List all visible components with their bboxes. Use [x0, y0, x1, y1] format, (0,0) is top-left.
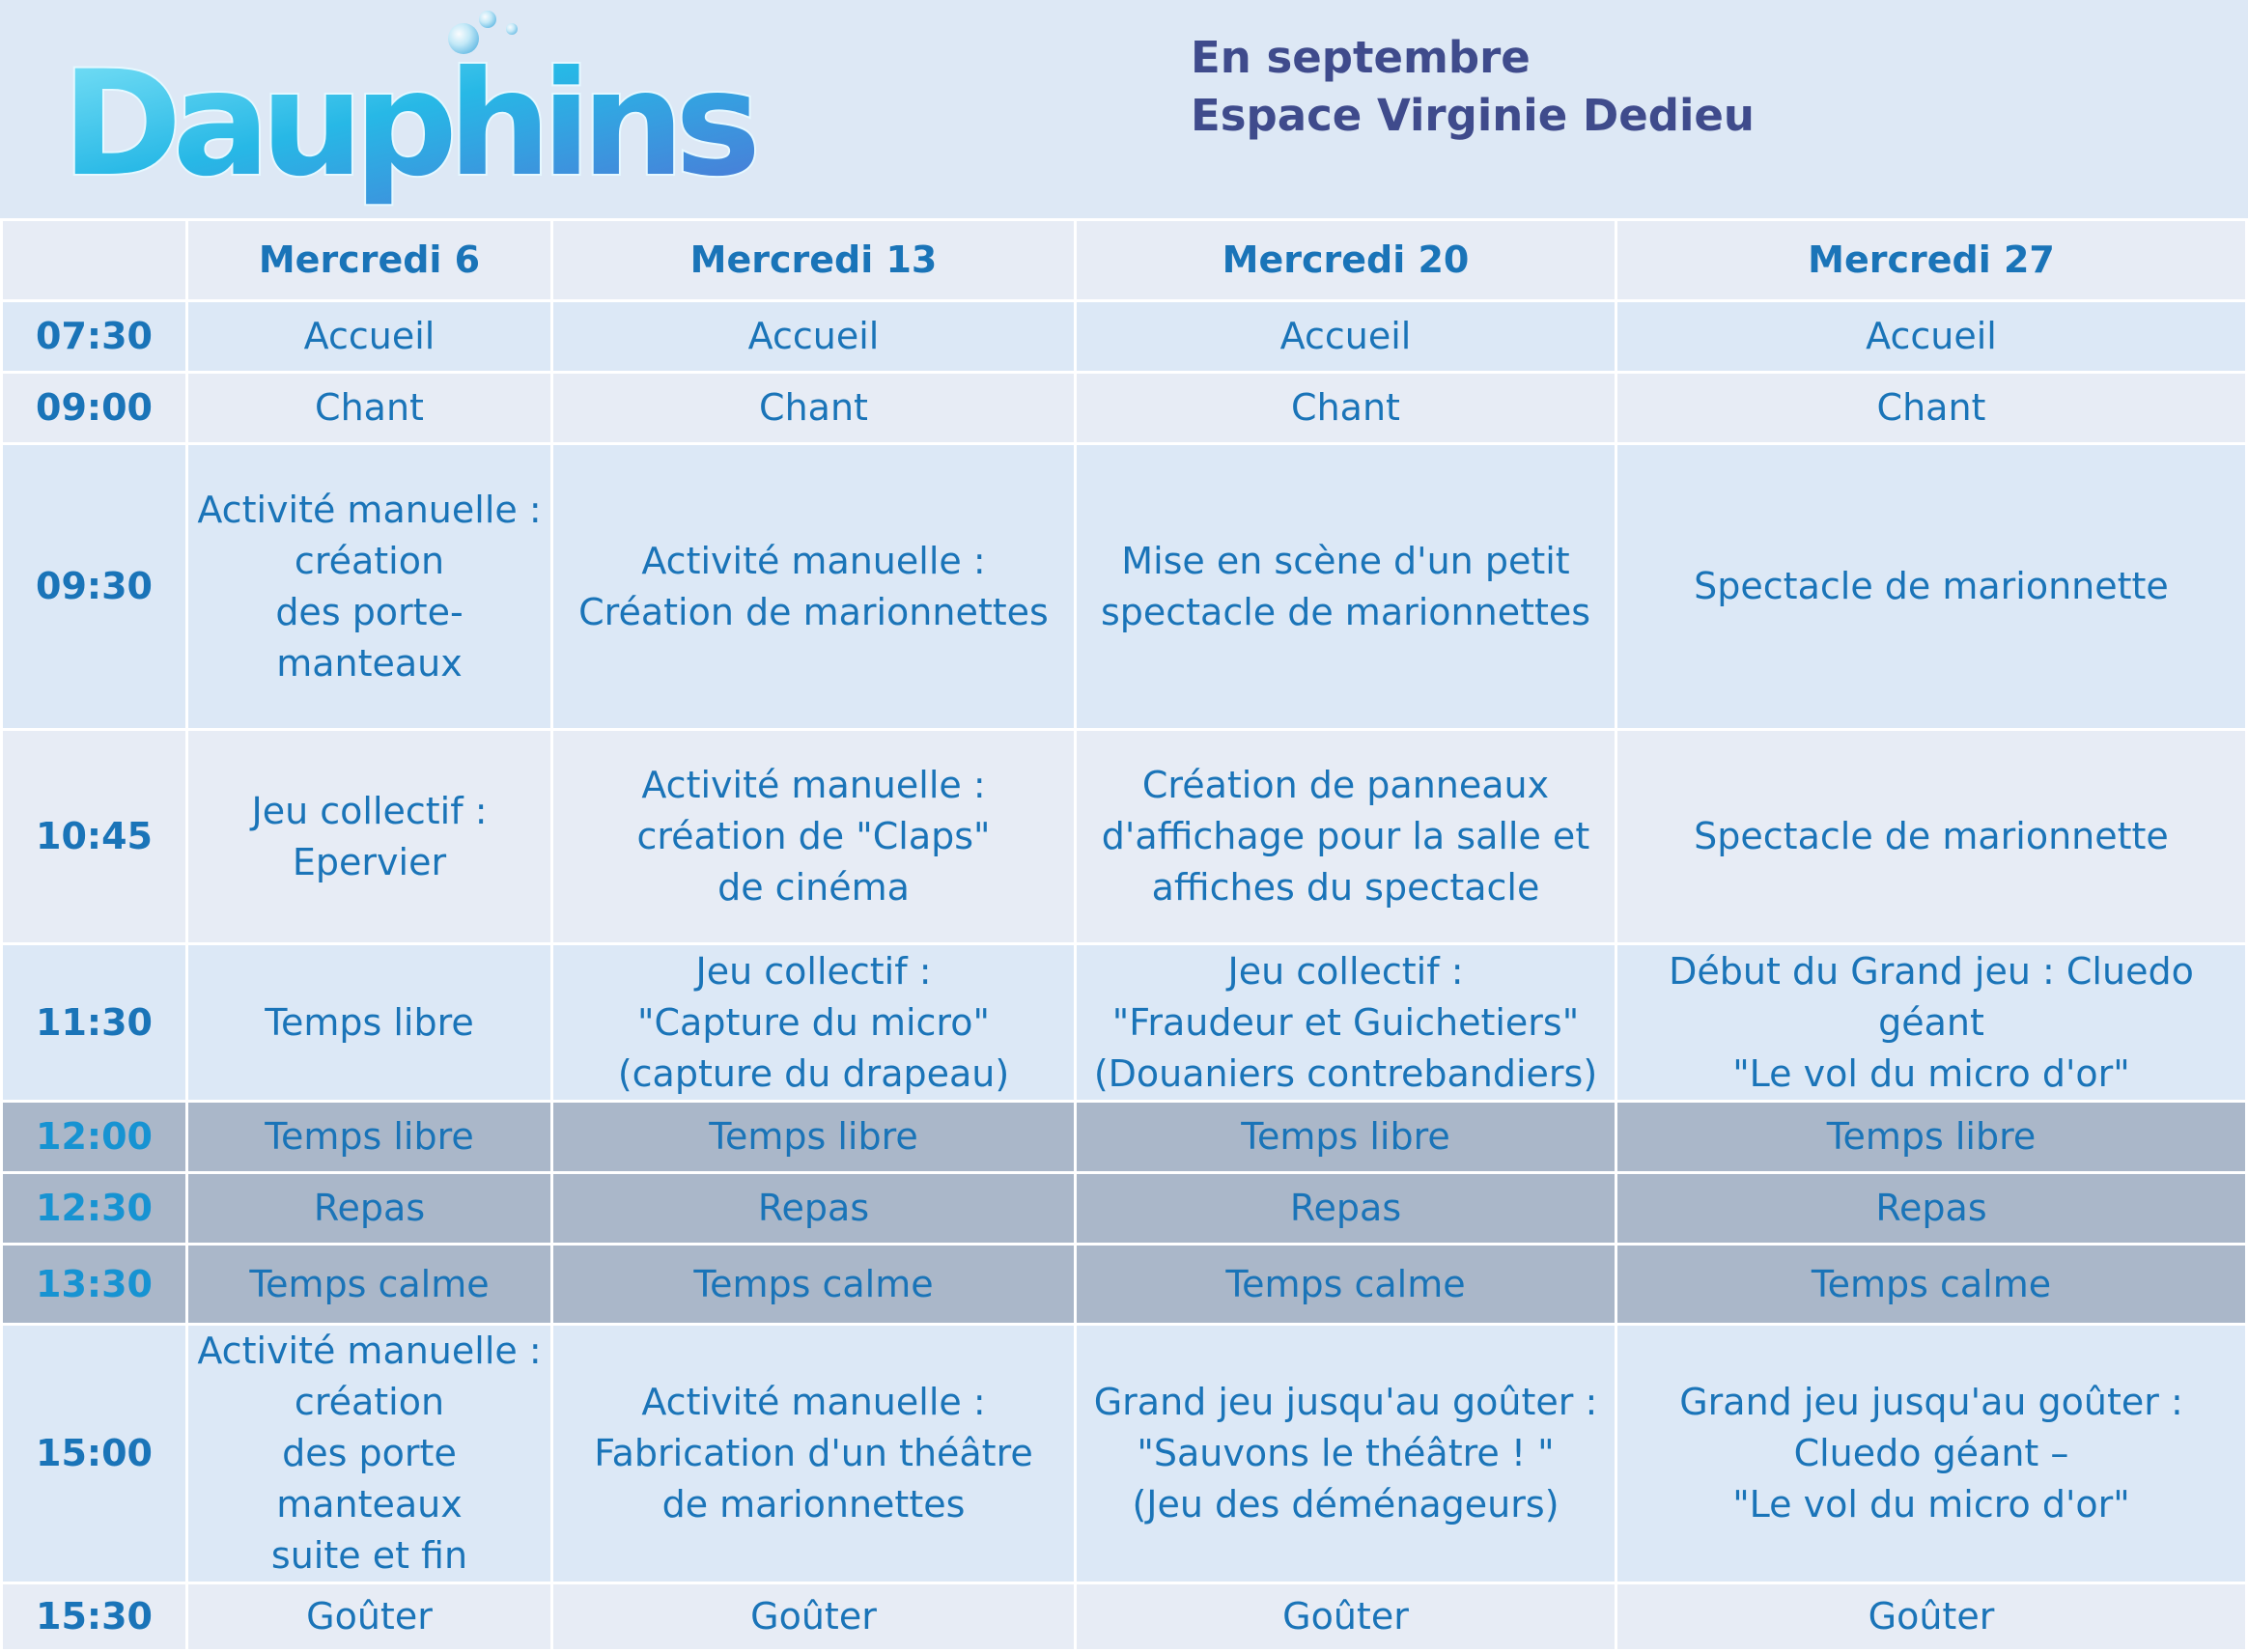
activity-cell: Activité manuelle : création de "Claps" de cinéma	[552, 730, 1076, 944]
table-row	[2, 301, 2247, 373]
activity-cell: Repas	[552, 1173, 1076, 1245]
activity-cell: Spectacle de marionnette	[1616, 730, 2247, 944]
activity-cell: Chant	[1616, 373, 2247, 444]
activity-cell: Grand jeu jusqu'au goûter : "Sauvons le théâtre ! " (Jeu des déménageurs)	[1076, 1325, 1616, 1583]
activity-cell: Temps calme	[1076, 1245, 1616, 1325]
activity-cell: Activité manuelle : création des porte-manteaux	[187, 444, 552, 730]
column-header: Mercredi 20	[1076, 220, 1616, 301]
activity-cell: Temps libre	[187, 1102, 552, 1173]
activity-cell: Début du Grand jeu : Cluedo géant "Le vol du micro d'or"	[1616, 944, 2247, 1102]
activity-cell: Repas	[1616, 1173, 2247, 1245]
dauphins-logo	[58, 10, 752, 209]
activity-cell: Repas	[1076, 1173, 1616, 1245]
activity-cell: Chant	[552, 373, 1076, 444]
page-header	[0, 0, 2245, 218]
table-row	[2, 444, 2247, 730]
activity-cell: Création de panneaux d'affichage pour la salle et affiches du spectacle	[1076, 730, 1616, 944]
activity-cell: Goûter	[552, 1583, 1076, 1651]
activity-cell: Temps calme	[552, 1245, 1076, 1325]
activity-cell: Temps libre	[187, 944, 552, 1102]
activity-cell: Temps calme	[187, 1245, 552, 1325]
column-header: Mercredi 6	[187, 220, 552, 301]
activity-cell: Accueil	[1076, 301, 1616, 373]
time-cell: 09:30	[2, 444, 187, 730]
table-header-row	[2, 220, 2247, 301]
logo-text: Dauphins	[62, 41, 752, 209]
time-cell: 12:00	[2, 1102, 187, 1173]
activity-cell: Grand jeu jusqu'au goûter : Cluedo géant – "Le vol du micro d'or"	[1616, 1325, 2247, 1583]
table-row	[2, 1173, 2247, 1245]
activity-cell: Accueil	[552, 301, 1076, 373]
activity-cell: Chant	[1076, 373, 1616, 444]
activity-cell: Mise en scène d'un petit spectacle de marionnettes	[1076, 444, 1616, 730]
table-row	[2, 944, 2247, 1102]
activity-cell: Jeu collectif : "Fraudeur et Guichetiers" (Douaniers contrebandiers)	[1076, 944, 1616, 1102]
table-row	[2, 1325, 2247, 1583]
activity-cell: Temps libre	[552, 1102, 1076, 1173]
header-corner-cell	[2, 220, 187, 301]
activity-cell: Goûter	[1076, 1583, 1616, 1651]
header-subtitle	[1191, 29, 1755, 145]
activity-cell: Temps libre	[1076, 1102, 1616, 1173]
activity-cell: Repas	[187, 1173, 552, 1245]
table-row	[2, 1245, 2247, 1325]
activity-cell: Jeu collectif : Epervier	[187, 730, 552, 944]
activity-cell: Chant	[187, 373, 552, 444]
table-row	[2, 1583, 2247, 1651]
column-header: Mercredi 27	[1616, 220, 2247, 301]
activity-cell: Activité manuelle : création des porte manteaux suite et fin	[187, 1325, 552, 1583]
activity-cell: Activité manuelle : Fabrication d'un théâtre de marionnettes	[552, 1325, 1076, 1583]
time-cell: 15:00	[2, 1325, 187, 1583]
activity-cell: Goûter	[187, 1583, 552, 1651]
time-cell: 13:30	[2, 1245, 187, 1325]
activity-cell: Goûter	[1616, 1583, 2247, 1651]
column-header: Mercredi 13	[552, 220, 1076, 301]
activity-cell: Accueil	[1616, 301, 2247, 373]
table-row	[2, 373, 2247, 444]
time-cell: 09:00	[2, 373, 187, 444]
activity-cell: Spectacle de marionnette	[1616, 444, 2247, 730]
activity-cell: Activité manuelle : Création de marionnettes	[552, 444, 1076, 730]
table-row	[2, 1102, 2247, 1173]
activity-cell: Accueil	[187, 301, 552, 373]
time-cell: 11:30	[2, 944, 187, 1102]
time-cell: 15:30	[2, 1583, 187, 1651]
venue-label: Espace Virginie Dedieu	[1191, 90, 1755, 141]
time-cell: 10:45	[2, 730, 187, 944]
schedule-table	[0, 218, 2248, 1652]
activity-cell: Temps libre	[1616, 1102, 2247, 1173]
table-row	[2, 730, 2247, 944]
time-cell: 12:30	[2, 1173, 187, 1245]
activity-cell: Temps calme	[1616, 1245, 2247, 1325]
month-label: En septembre	[1191, 32, 1531, 83]
time-cell: 07:30	[2, 301, 187, 373]
activity-cell: Jeu collectif : "Capture du micro" (capture du drapeau)	[552, 944, 1076, 1102]
